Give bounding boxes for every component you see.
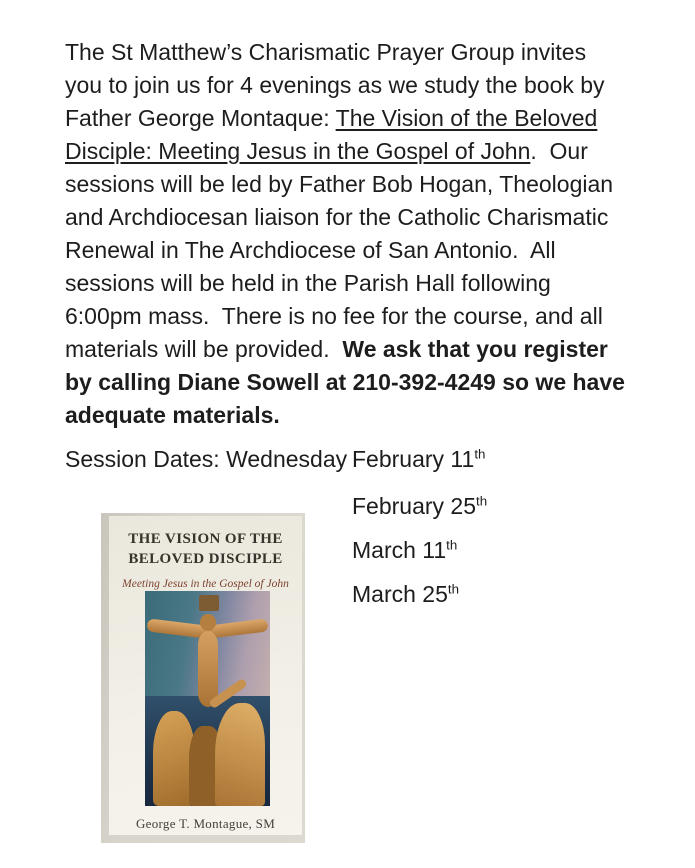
ordinal-suffix: th	[476, 493, 488, 509]
ordinal-suffix: th	[447, 581, 459, 597]
crucifixion-art	[145, 591, 270, 806]
intro-line: Renewal in The Archdiocese of San Antonio. All	[65, 237, 556, 263]
book-subtitle: Meeting Jesus in the Gospel of John	[122, 578, 289, 590]
intro-line: adequate materials.	[65, 402, 280, 428]
session-date-1	[352, 446, 485, 473]
intro-paragraph	[65, 36, 625, 432]
intro-line: 6:00pm mass. There is no fee for the course, and all	[65, 303, 603, 329]
intro-line: by calling Diane Sowell at 210-392-4249 so we have	[65, 369, 625, 395]
intro-line: and Archdiocesan liaison for the Catholic Charismatic	[65, 204, 609, 230]
session-date-3-text: March 11	[352, 537, 447, 563]
intro-line: The St Matthew’s Charismatic Prayer Group invites	[65, 39, 587, 65]
christ-head	[200, 614, 216, 631]
intro-line: you to join us for 4 evenings as we study the book by	[65, 72, 605, 98]
intro-line: Disciple: Meeting Jesus in the Gospel of John. Our	[65, 138, 588, 164]
mourning-figure-right	[215, 703, 265, 806]
ordinal-suffix: th	[474, 446, 486, 462]
session-date-3	[352, 528, 487, 572]
intro-line: sessions will be led by Father Bob Hogan, Theologian	[65, 171, 614, 197]
book-title-line1: THE VISION OF THE	[128, 531, 283, 547]
intro-line: Father George Montaque: The Vision of the Beloved	[65, 105, 598, 131]
session-date-4	[352, 572, 487, 616]
session-date-1-text: February 11	[352, 446, 475, 472]
session-date-2	[352, 484, 487, 528]
session-date-2-text: February 25	[352, 493, 477, 519]
session-dates-label: Session Dates: Wednesday	[65, 446, 348, 472]
session-dates-list	[352, 484, 487, 616]
ordinal-suffix: th	[446, 537, 458, 553]
book-cover	[109, 516, 302, 835]
book-cover-photo	[101, 513, 305, 843]
cross-placard	[199, 595, 219, 611]
book-title-line2: BELOVED DISCIPLE	[128, 551, 283, 567]
intro-line: materials will be provided. We ask that you register	[65, 336, 608, 362]
session-dates-row	[0, 446, 695, 479]
book-title	[109, 529, 302, 569]
intro-line: sessions will be held in the Parish Hall following	[65, 270, 551, 296]
session-date-4-text: March 25	[352, 581, 448, 607]
book-author: George T. Montague, SM	[135, 816, 276, 831]
